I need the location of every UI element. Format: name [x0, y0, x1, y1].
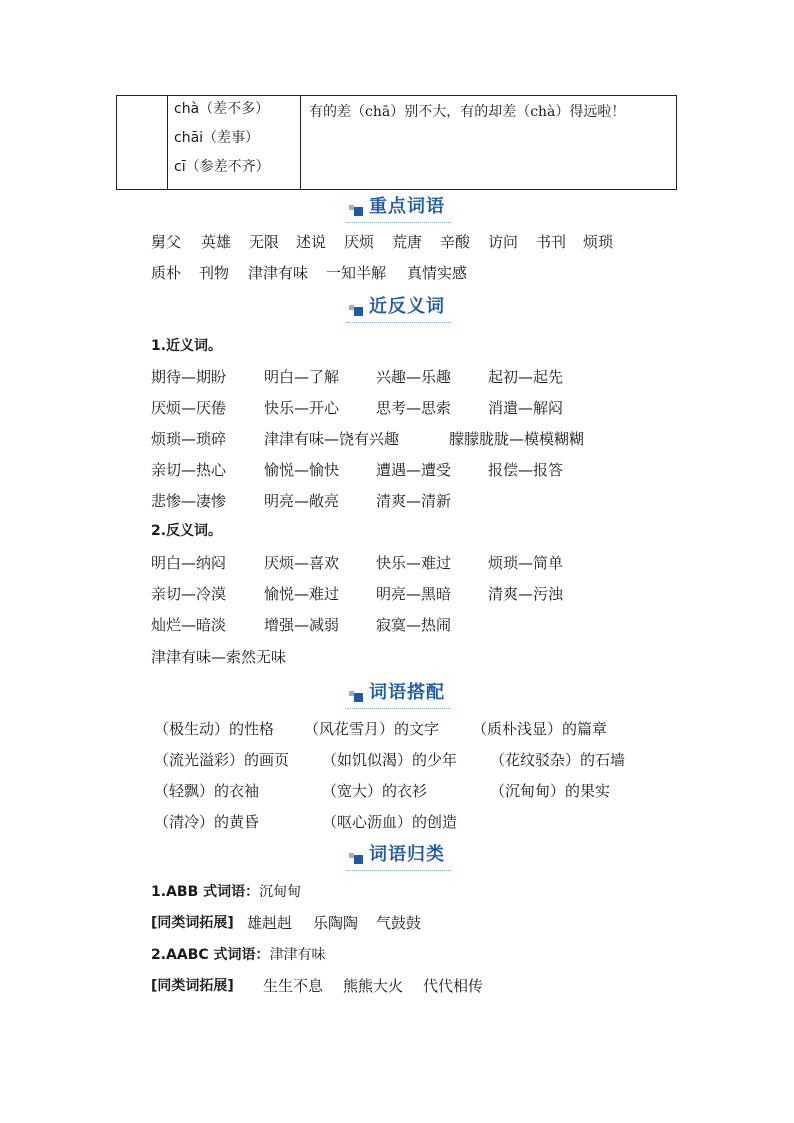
reading-chai1: chāi（差事）: [174, 130, 260, 146]
pair: 兴趣—乐趣: [376, 368, 452, 386]
heading-collocations: [0, 678, 794, 706]
polyphone-table: [116, 95, 677, 190]
word: 津津有味: [248, 264, 309, 282]
pair: 思考—思索: [376, 399, 452, 417]
antonyms-label: 2.反义词。: [151, 523, 223, 539]
word: 刊物: [199, 264, 230, 282]
abb-value: 沉甸甸: [259, 884, 302, 900]
heading-title: 词语归类: [369, 844, 445, 865]
phrase: （宽大）的衣衫: [322, 782, 428, 800]
phrase: （流光溢彩）的画页: [154, 751, 290, 769]
ext-word: 代代相传: [423, 977, 484, 995]
ext-word: 乐陶陶: [313, 914, 359, 932]
reading-ci1: cī（参差不齐）: [174, 159, 270, 175]
reading-cha4: chà（差不多）: [174, 101, 270, 117]
word: 舅父: [151, 233, 182, 251]
word: 荒唐: [392, 233, 423, 251]
heading-classification: [0, 840, 794, 868]
abb-line: [151, 881, 301, 903]
ext-word: 气鼓鼓: [376, 914, 422, 932]
pair: 遭遇—遭受: [376, 461, 452, 479]
pair: 消遣—解闷: [488, 399, 564, 417]
abb-label: 1.ABB 式词语：: [151, 884, 260, 900]
heading-square-icon: [349, 688, 363, 702]
pair: 厌烦—喜欢: [264, 554, 340, 572]
pair: 明亮—敞亮: [264, 492, 340, 510]
heading-title: 词语搭配: [369, 682, 445, 703]
heading-title: 重点词语: [369, 196, 445, 217]
pair: 增强—减弱: [264, 616, 340, 634]
phrase: （质朴浅显）的篇章: [472, 720, 608, 738]
readings-cell: [168, 96, 301, 190]
word: 厌烦: [344, 233, 375, 251]
pair: 起初—起先: [488, 368, 564, 386]
word: 英雄: [201, 233, 232, 251]
phrase: （沉甸甸）的果实: [490, 782, 611, 800]
pair: 明亮—黑暗: [376, 585, 452, 603]
pair: 烦琐—琐碎: [151, 430, 227, 448]
pair: 悲惨—凄惨: [151, 492, 227, 510]
heading-square-icon: [349, 202, 363, 216]
pair: 期待—期盼: [151, 368, 227, 386]
pair: 亲切—热心: [151, 461, 227, 479]
phrase: （如饥似渴）的少年: [322, 751, 458, 769]
pair: 愉悦—愉快: [264, 461, 340, 479]
phrase: （呕心沥血）的创造: [322, 813, 458, 831]
pair: 津津有味—索然无味: [151, 648, 287, 666]
extension-label: [同类词拓展]: [151, 978, 234, 994]
word: 书刊: [536, 233, 567, 251]
example-cell: [301, 96, 677, 190]
aabc-label: 2.AABC 式词语：: [151, 947, 270, 963]
heading-synonyms-antonyms: [0, 292, 794, 320]
pair: 快乐—开心: [264, 399, 340, 417]
pair: 津津有味—饶有兴趣: [264, 430, 400, 448]
phrase: （清冷）的黄昏: [154, 813, 260, 831]
pair: 明白—纳闷: [151, 554, 227, 572]
pair: 灿烂—暗淡: [151, 616, 227, 634]
empty-cell: [117, 96, 168, 190]
heading-square-icon: [349, 302, 363, 316]
synonyms-label: 1.近义词。: [151, 338, 223, 354]
pair: 清爽—清新: [376, 492, 452, 510]
phrase: （轻飘）的衣袖: [154, 782, 260, 800]
word: 无限: [249, 233, 280, 251]
ext-word: 雄赳赳: [247, 914, 293, 932]
phrase: （花纹驳杂）的石墙: [490, 751, 626, 769]
phrase: （风花雪月）的文字: [304, 720, 440, 738]
heading-title: 近反义词: [369, 296, 445, 317]
heading-square-icon: [349, 850, 363, 864]
pair: 报偿—报答: [488, 461, 564, 479]
word: 真情实感: [407, 264, 468, 282]
word: 述说: [296, 233, 327, 251]
ext-word: 熊熊大火: [343, 977, 404, 995]
aabc-line: [151, 944, 326, 966]
word: 访问: [488, 233, 519, 251]
pair: 清爽—污浊: [488, 585, 564, 603]
word: 质朴: [151, 264, 182, 282]
ext-word: 生生不息: [263, 977, 324, 995]
pair: 亲切—冷漠: [151, 585, 227, 603]
pair: 寂寞—热闹: [376, 616, 452, 634]
pair: 烦琐—简单: [488, 554, 564, 572]
pair: 厌烦—厌倦: [151, 399, 227, 417]
pair: 明白—了解: [264, 368, 340, 386]
word: 辛酸: [440, 233, 471, 251]
pair: 快乐—难过: [376, 554, 452, 572]
pair: 朦朦胧胧—模模糊糊: [449, 430, 585, 448]
word: 烦琐: [583, 233, 614, 251]
pair: 愉悦—难过: [264, 585, 340, 603]
word: 一知半解: [326, 264, 387, 282]
example-sentence: 有的差（chā）别不大，有的却差（chà）得远啦！: [309, 104, 626, 120]
aabc-value: 津津有味: [269, 947, 326, 963]
heading-key-words: [0, 192, 794, 220]
phrase: （极生动）的性格: [154, 720, 275, 738]
extension-label: [同类词拓展]: [151, 915, 234, 931]
